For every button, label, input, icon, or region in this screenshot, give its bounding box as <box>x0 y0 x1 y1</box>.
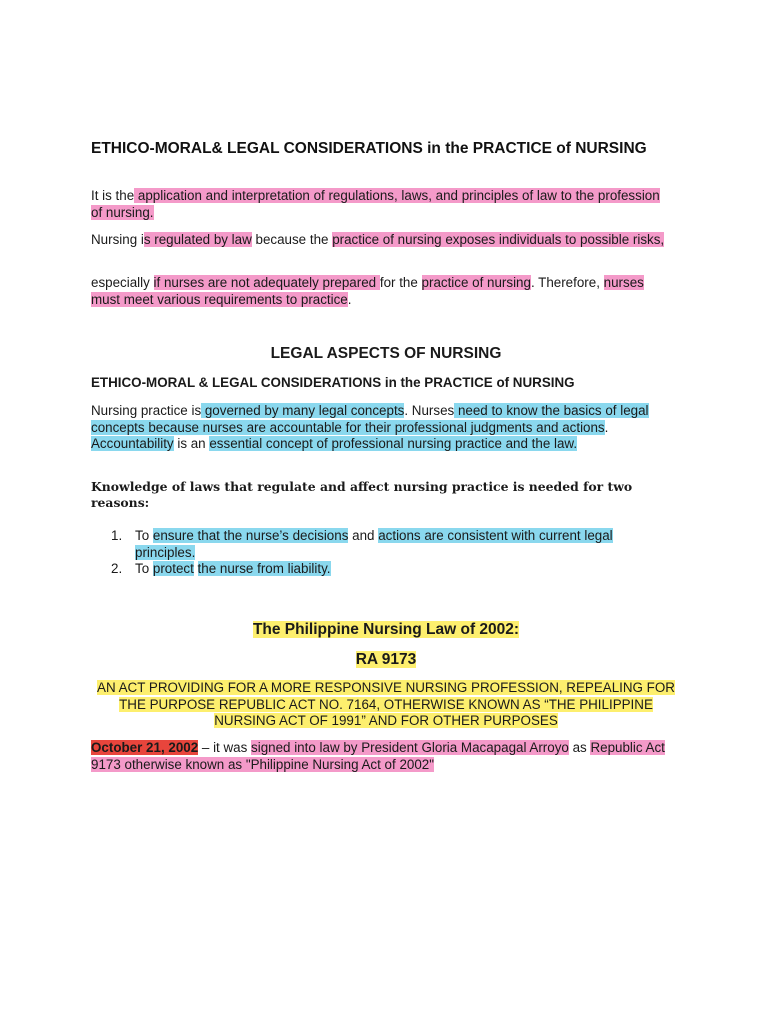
paragraph-regulation: Nursing is regulated by law because the practice of nursing exposes individuals to possible risks, <box>91 232 665 247</box>
date-highlight: October 21, 2002 <box>91 740 199 755</box>
knowledge-statement: Knowledge of laws that regulate and affect nursing practice is needed for two reasons: <box>91 479 633 510</box>
paragraph-definition: It is the application and interpretation of regulations, laws, and principles of law to the profession of nursing. <box>91 188 660 220</box>
document-title: ETHICO-MORAL& LEGAL CONSIDERATIONS in the PRACTICE of NURSING <box>91 140 647 157</box>
ra-number: RA 9173 <box>355 651 417 668</box>
paragraph-signed: October 21, 2002 – it was signed into law by President Gloria Macapagal Arroyo as Republic Act 9173 otherwise known as "Philippine Nursing Act of 2002" <box>91 740 665 772</box>
list-item-2: 2. To protect the nurse from liability. <box>111 561 331 576</box>
list-item-1: 1. To ensure that the nurse’s decisions and actions are consistent with current legal principles. <box>111 528 613 560</box>
paragraph-legal-concepts: Nursing practice is governed by many legal concepts. Nurses need to know the basics of legal concepts because nurses are accountable for their professional judgments and actions. Accountability is an essential concept of professional nursing practice and the law. <box>91 403 649 451</box>
law-title: The Philippine Nursing Law of 2002: <box>252 621 520 638</box>
paragraph-requirements: especially if nurses are not adequately prepared for the practice of nursing. Therefore, nurses must meet various requirements to practice. <box>91 275 644 307</box>
heading-legal-aspects: LEGAL ASPECTS OF NURSING <box>270 345 502 362</box>
act-description: AN ACT PROVIDING FOR A MORE RESPONSIVE NURSING PROFESSION, REPEALING FOR THE PURPOSE REPUBLIC ACT NO. 7164, OTHERWISE KNOWN AS “THE PHILIPPINE NURSING ACT OF 1991” AND FOR OTHER PURPOSES <box>97 680 675 728</box>
subheading-ethico-moral: ETHICO-MORAL & LEGAL CONSIDERATIONS in the PRACTICE of NURSING <box>91 375 575 390</box>
